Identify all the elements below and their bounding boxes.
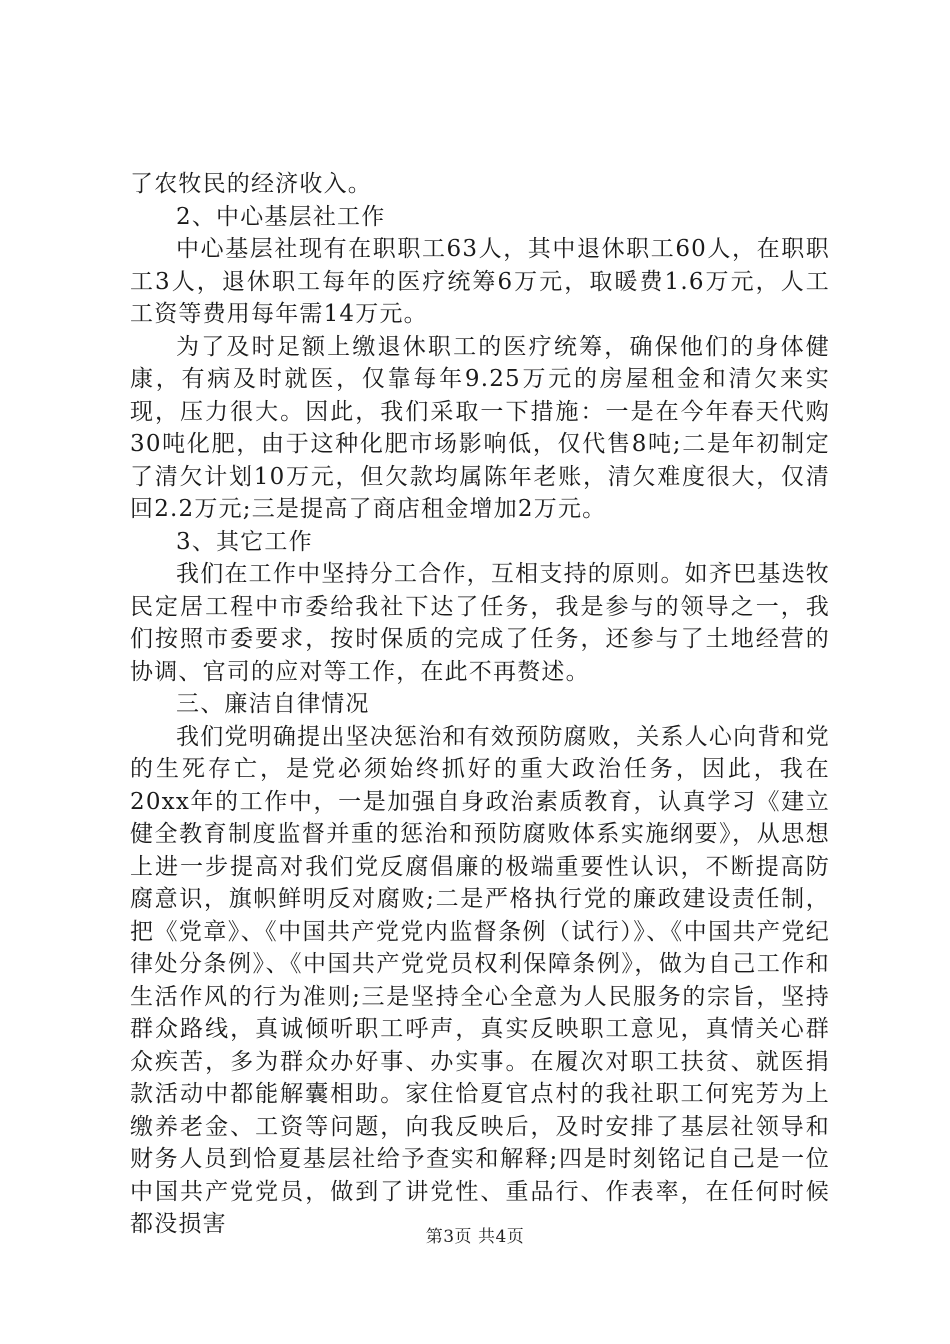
paragraph-integrity: 我们党明确提出坚决惩治和有效预防腐败，关系人心向背和党的生死存亡，是党必须始终抓好的重大政治任务，因此，我在20xx年的工作中，一是加强自身政治素质教育，认真学习《建立健全教育制度监督并重的惩治和预防腐败体系实施纲要》，从思想上进一步提高对我们党反腐倡廉的极端重要性认识，不断提高防腐意识，旗帜鲜明反对腐败;二是严格执行党的廉政建设责任制，把《党章》、《中国共产党党内监督条例（试行）》、《中国共产党纪律处分条例》、《中国共产党党员权利保障条例》，做为自己工作和生活作风的行为准则;三是坚持全心全意为人民服务的宗旨，坚持群众路线，真诚倾听职工呼声，真实反映职工意见，真情关心群众疾苦，多为群众办好事、办实事。在履次对职工扶贫、就医捐款活动中都能解囊相助。家住恰夏官点村的我社职工何宪芳为上缴养老金、工资等问题，向我反映后，及时安排了基层社领导和财务人员到恰夏基层社给予查实和解释;四是时刻铭记自己是一位中国共产党党员，做到了讲党性、重品行、作表率，在任何时候都没损害: [130, 723, 830, 1237]
page-footer: 第3页 共4页: [425, 1227, 525, 1247]
section-heading-3: 3、其它工作: [176, 528, 313, 555]
section-heading-integrity: 三、廉洁自律情况: [176, 691, 370, 717]
section-heading-2: 2、中心基层社工作: [176, 203, 386, 230]
paragraph-staff-costs: 中心基层社现有在职职工63人，其中退休职工60人，在职职工3人，退休职工每年的医疗统筹6万元，取暖费1.6万元，人工工资等费用每年需14万元。: [130, 236, 830, 327]
paragraph-measures: 为了及时足额上缴退休职工的医疗统筹，确保他们的身体健康，有病及时就医，仅靠每年9.25万元的房屋租金和清欠来实现，压力很大。因此，我们采取一下措施：一是在今年春天代购30吨化肥，由于这种化肥市场影响低，仅代售8吨;二是年初制定了清欠计划10万元，但欠款均属陈年老账，清欠难度很大，仅清回2.2万元;三是提高了商店租金增加2万元。: [130, 333, 830, 522]
document-body: [130, 168, 830, 1241]
paragraph-other-work: 我们在工作中坚持分工合作，互相支持的原则。如齐巴基迭牧民定居工程中市委给我社下达了任务，我是参与的领导之一，我们按照市委要求，按时保质的完成了任务，还参与了土地经营的协调、官司的应对等工作，在此不再赘述。: [130, 561, 830, 685]
paragraph-continued: 了农牧民的经济收入。: [130, 171, 372, 197]
